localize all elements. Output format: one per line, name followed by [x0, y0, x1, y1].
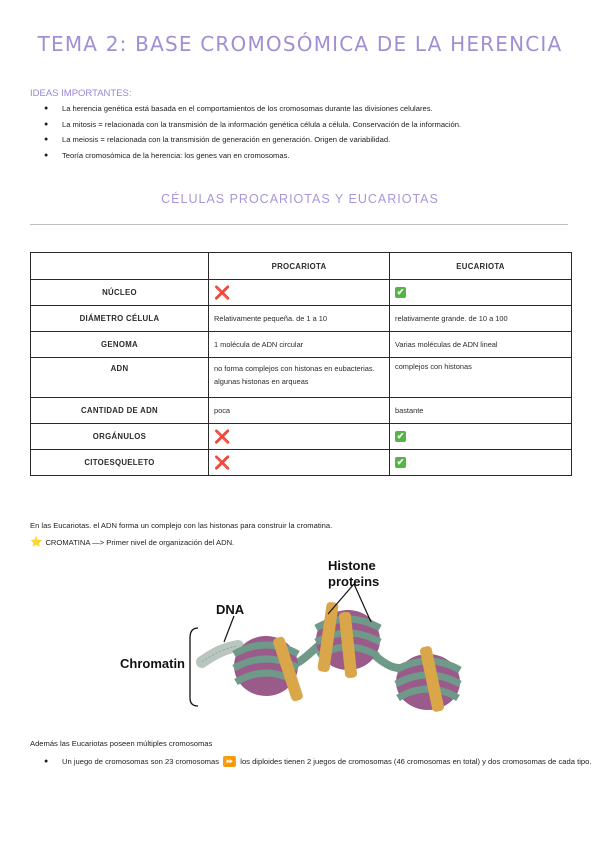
- dna-label: DNA: [216, 602, 245, 617]
- row-label: CANTIDAD DE ADN: [31, 398, 209, 424]
- table-cell: [390, 424, 572, 450]
- row-label: DIÁMETRO CÉLULA: [31, 306, 209, 332]
- ideas-list: [44, 101, 584, 164]
- table-cell: [209, 280, 390, 306]
- chromatin-label: Chromatin: [120, 656, 185, 671]
- list-item: ● La meiosis = relacionada con la transmisión de generación en generación. Origen de variabilidad.: [44, 132, 584, 148]
- section-heading: CÉLULAS PROCARIOTAS Y EUCARIOTAS: [161, 192, 439, 206]
- histone-label-line1: Histone: [328, 558, 376, 573]
- table-cell: [390, 280, 572, 306]
- table-cell: poca: [209, 398, 390, 424]
- list-item: [44, 753, 592, 770]
- check-icon: ✔: [396, 457, 405, 467]
- row-label: NÚCLEO: [31, 280, 209, 306]
- table-row: [31, 398, 572, 424]
- page-title: TEMA 2: BASE CROMOSÓMICA DE LA HERENCIA: [37, 32, 563, 56]
- nucleosome: [396, 645, 460, 712]
- row-label: GENOMA: [31, 332, 209, 358]
- ideas-heading: IDEAS IMPORTANTES:: [30, 88, 132, 99]
- table-cell: [209, 450, 390, 476]
- row-label: CITOESQUELETO: [31, 450, 209, 476]
- table-header-empty: [31, 253, 209, 280]
- cross-icon: ❌: [214, 428, 231, 444]
- table-cell: relativamente grande. de 10 a 100: [390, 306, 572, 332]
- table-row: [31, 450, 572, 476]
- chromatin-illustration: [116, 554, 476, 716]
- table-row: [31, 358, 572, 398]
- table-row: [31, 280, 572, 306]
- table-row: [31, 424, 572, 450]
- cross-icon: ❌: [214, 284, 231, 300]
- table-cell: Relativamente pequeña. de 1 a 10: [209, 306, 390, 332]
- table-header-row: [31, 253, 572, 280]
- table-cell: Varias moléculas de ADN lineal: [390, 332, 572, 358]
- table-cell: [209, 424, 390, 450]
- histone-label-line2: proteins: [328, 574, 380, 589]
- table-cell: 1 molécula de ADN circular: [209, 332, 390, 358]
- paragraph: Además las Eucariotas poseen múltiples cromosomas: [30, 739, 213, 748]
- table-header-eucariota: EUCARIOTA: [390, 253, 572, 280]
- list-item: ● La mitosis = relacionada con la transmisión de la información genética célula a célula. Conservación de la información.: [44, 117, 584, 133]
- pointer-line: [224, 616, 234, 642]
- cromatina-definition: CROMATINA —> Primer nivel de organización del ADN.: [45, 538, 235, 547]
- paragraph: En las Eucariotas. el ADN forma un complejo con las histonas para construir la cromatina.: [30, 521, 333, 530]
- divider: [30, 224, 568, 225]
- table-cell: complejos con histonas: [390, 358, 572, 398]
- table-header-procariota: PROCARIOTA: [209, 253, 390, 280]
- table-cell: no forma complejos con histonas en eubacterias. algunas histonas en arqueas: [209, 358, 390, 398]
- check-icon: ✔: [396, 287, 405, 297]
- bracket: [190, 628, 198, 706]
- table-cell: bastante: [390, 398, 572, 424]
- nucleosome: [316, 602, 380, 679]
- list-item: ● La herencia genética está basada en el comportamientos de los cromosomas durante las divisiones celulares.: [44, 101, 584, 117]
- bullet-text-a: Un juego de cromosomas son 23 cromosomas: [62, 757, 220, 766]
- chromatin-figure: [116, 554, 476, 716]
- paragraph: [30, 537, 234, 548]
- star-icon: ⭐: [30, 537, 43, 548]
- row-label: ADN: [31, 358, 209, 398]
- nucleosome: [234, 636, 304, 702]
- cross-icon: ❌: [214, 454, 231, 470]
- table-cell: [390, 450, 572, 476]
- table-row: [31, 306, 572, 332]
- table-row: [31, 332, 572, 358]
- fast-forward-icon: ⏩: [224, 757, 235, 766]
- comparison-table: [30, 252, 572, 476]
- check-icon: ✔: [396, 431, 405, 441]
- bullet-text-b: los diploides tienen 2 juegos de cromosomas (46 cromosomas en total) y dos cromosomas de cada tipo.: [240, 757, 592, 766]
- row-label: ORGÁNULOS: [31, 424, 209, 450]
- list-item: ● Teoría cromosómica de la herencia: los genes van en cromosomas.: [44, 148, 584, 164]
